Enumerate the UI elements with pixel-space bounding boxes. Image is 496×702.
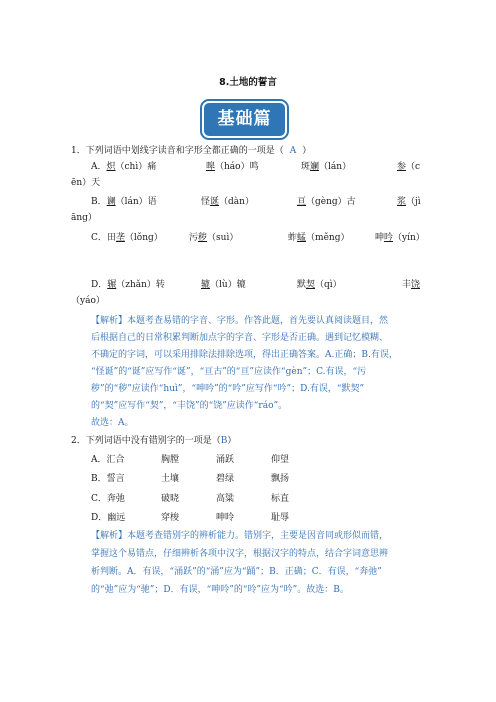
q1-option-a-word3: 斑斓（lán） [301, 162, 352, 172]
q1-option-a-word4: 参（c [397, 162, 421, 172]
q1-option-b: B．谰（lán）语 [91, 197, 157, 207]
question-1-stem: 1．下列词语中划线字读音和字形全都正确的一项是（ A ） [71, 146, 312, 156]
q1-option-c-word2: 污秽（suì） [189, 233, 239, 243]
q1-option-c-word3: 蚱蜢（měng） [288, 233, 350, 243]
q1-option-a: A．炽（chì）痛 [91, 162, 157, 172]
q1-analysis-line: 秽”的“秽”应读作“huì”，“呻吟”的“吟”应写作“吟”；D.有误，“默契” [91, 384, 365, 394]
q1-option-a-wrap: ēn）天 [71, 178, 101, 188]
q1-option-d-wrap: （yáo） [71, 296, 105, 306]
question-2-answer: B [220, 436, 228, 446]
q1-option-c: C．田垄（lǒng） [91, 233, 163, 243]
q1-analysis-line: 的“契”应写作“契”，“丰饶”的“饶”应读作“ráo”。 [91, 401, 288, 411]
page-title: 8.土地的誓言 [219, 77, 277, 88]
q2-analysis-line: 掌握这个易错点，仔细辨析各项中汉字，根据汉字的特点，结合字词意思辨 [91, 549, 389, 559]
question-2-stem: 2．下列词语中没有错别字的一项是（B） [71, 436, 237, 446]
q2-analysis-line: 【解析】本题考查错别字的辨析能力。错别字，主要是因音同或形似而错， [91, 531, 389, 541]
q1-analysis-line: “怪诞”的“诞”应写作“诞”，“亘古”的“亘”应读作“gèn”；C.有误，“污 [91, 367, 367, 377]
q1-analysis-line: 不确定的字词，可以采用排除法排除选项，得出正确答案。A.正确；B.有误， [91, 350, 398, 360]
q1-option-d-word4: 丰饶 [402, 280, 421, 290]
q2-analysis-line: 的“弛”应为“驰”；D．有误，“呻呤”的“呤”应为“吟”。故选：B。 [91, 585, 349, 595]
q1-option-b-wrap: āng） [71, 213, 97, 223]
document-page: 8.土地的誓言 基础篇 1．下列词语中划线字读音和字形全都正确的一项是（ A ） A．炽（chì）痛 嗥（háo）鸣 斑斓（lán） 参（c ēn）天 B．谰（lán）语 怪诞（dàn） 亘（gèng）古 浆（jì āng） C．田垄（lǒng） 污秽（suì） 蚱蜢（měng） 呻吟（yín） D．辗（zhǎn）转 辘（lù）辘 默契（qì） 丰饶 （yáo） 【解析】本题考查易错的字音、字形。作答此题，首先要认真阅读题目，然 后根据自己的日常积累判断加点字的字音、字形是否正确。遇到记忆模糊、 不确定的字词，可以采用排除法排除选项，得出正确答案。A.正确；B.有误， “怪诞”的“诞”应写作“诞”，“亘古”的“亘”应读作“gèn”；C.有误，“污 秽”的“秽”应读作“huì”，“呻吟”的“吟”应写作“吟”；D.有误，“默契” 的“契”应写作“契”，“丰饶”的“饶”应读作“ráo”。 故选：A。 2．下列词语中没有错别字的一项是（B） A．汇合 胸膛 涌跃 仰望 B．誓言 土壤 碧绿 飘扬 C．奔弛 破晓 高粱 标直 D．幽远 穿梭 呻呤 耻辱 【解析】本题考查错别字的辨析能力。错别字，主要是因音同或形似而错， 掌握这个易错点，仔细辨析各项中汉字，根据汉字的特点，结合字词意思辨 析判断。A．有误，“涌跃”的“涌”应为“踊”；B．正确；C．有误，“奔弛” 的“弛”应为“驰”；D．有误，“呻呤”的“呤”应为“吟”。故选：B。 [0, 0, 496, 702]
section-banner: 基础篇 [202, 101, 287, 138]
q1-option-d: D．辗（zhǎn）转 [91, 280, 165, 290]
q1-option-b-word3: 亘（gèng）古 [297, 197, 356, 207]
q1-option-d-word2: 辘（lù）辘 [201, 280, 246, 290]
q1-option-d-word3: 默契（qì） [297, 280, 342, 290]
q1-analysis-line: 后根据自己的日常积累判断加点字的字音、字形是否正确。遇到记忆模糊、 [91, 333, 389, 343]
q1-option-c-word4: 呻吟（yín） [375, 233, 425, 243]
q1-conclusion: 故选：A。 [91, 418, 134, 428]
q1-analysis-line: 【解析】本题考查易错的字音、字形。作答此题，首先要认真阅读题目，然 [91, 316, 389, 326]
q1-option-b-word2: 怪诞（dàn） [201, 197, 254, 207]
q2-analysis-line: 析判断。A．有误，“涌跃”的“涌”应为“踊”；B．正确；C．有误，“奔弛” [91, 567, 382, 577]
q1-option-a-word2: 嗥（háo）鸣 [206, 162, 259, 172]
q1-option-b-word4: 浆（jì [397, 197, 421, 207]
question-1-answer: A [289, 146, 297, 156]
